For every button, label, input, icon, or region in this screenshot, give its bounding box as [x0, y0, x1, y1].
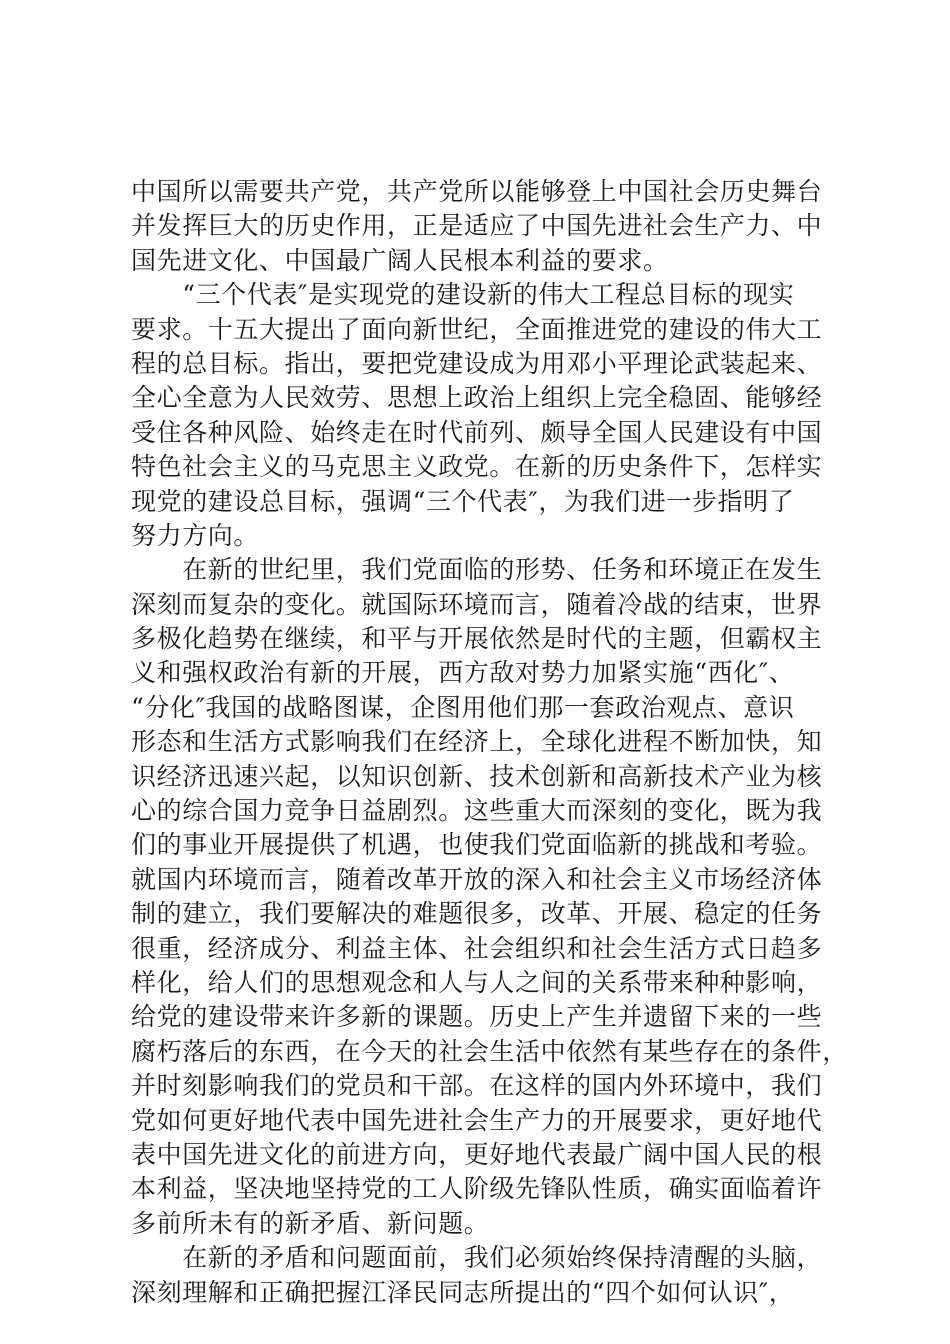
- text-line: 样化，给人们的思想观念和人与人之间的关系带来种种影响，: [131, 967, 823, 997]
- text-line: 本利益，坚决地坚持党的工人阶级先锋队性质，确实面临着许: [131, 1174, 823, 1204]
- text-line: 受住各种风险、始终走在时代前列、颇导全国人民建设有中国: [131, 417, 823, 447]
- text-line: 现党的建设总目标，强调“三个代表″，为我们进一步指明了: [131, 486, 795, 516]
- text-line: 在新的矛盾和问题面前，我们必须始终保持清醒的头脑，: [131, 1243, 823, 1273]
- text-line: 并时刻影响我们的党员和干部。在这样的国内外环境中，我们: [131, 1071, 823, 1101]
- text-line: 多前所未有的新矛盾、新问题。: [131, 1208, 490, 1238]
- text-line: 努力方向。: [131, 520, 260, 550]
- text-line: 在新的世纪里，我们党面临的形势、任务和环境正在发生: [131, 555, 823, 585]
- text-line: 形态和生活方式影响我们在经济上，全球化进程不断加快，知: [131, 727, 823, 757]
- text-line: 深刻而复杂的变化。就国际环境而言，随着冷战的结束，世界: [131, 589, 823, 619]
- text-line: 中国所以需要共产党，共产党所以能够登上中国社会历史舞台: [131, 177, 823, 206]
- text-line: 特色社会主义的马克思主义政党。在新的历史条件下，怎样实: [131, 452, 823, 482]
- text-line: 多极化趋势在继续，和平与开展依然是时代的主题，但霸权主: [131, 624, 823, 654]
- text-line: 党如何更好地代表中国先进社会生产力的开展要求，更好地代: [131, 1105, 823, 1135]
- text-line: 表中国先进文化的前进方向，更好地代表最广阔中国人民的根: [131, 1139, 823, 1169]
- text-line: “三个代表″是实现党的建设新的伟大工程总目标的现实: [131, 280, 795, 310]
- text-line: 并发挥巨大的历史作用，正是适应了中国先进社会生产力、中: [131, 211, 823, 241]
- text-line: 要求。十五大提出了面向新世纪，全面推进党的建设的伟大工: [131, 314, 823, 344]
- text-line: 很重，经济成分、利益主体、社会组织和社会生活方式日趋多: [131, 933, 823, 963]
- text-line: 们的事业开展提供了机遇，也使我们党面临新的挑战和考验。: [131, 830, 823, 860]
- text-line: 就国内环境而言，随着改革开放的深入和社会主义市场经济体: [131, 864, 823, 894]
- body-text: [131, 175, 848, 1310]
- text-line: 深刻理解和正确把握江泽民同志所提出的“四个如何认识″，: [131, 1277, 795, 1307]
- text-line: 心的综合国力竞争日益剧烈。这些重大而深刻的变化，既为我: [131, 796, 823, 826]
- text-line: 给党的建设带来许多新的课题。历史上产生并遗留下来的一些: [131, 1002, 823, 1032]
- text-line: 义和强权政治有新的开展，西方敌对势力加紧实施“西化″、: [131, 658, 795, 688]
- text-line: “分化″我国的战略图谋，企图用他们那一套政治观点、意识: [131, 692, 795, 722]
- text-line: 全心全意为人民效劳、思想上政治上组织上完全稳固、能够经: [131, 383, 823, 413]
- text-line: 程的总目标。指出，要把党建设成为用邓小平理论武装起来、: [131, 348, 823, 378]
- text-line: 国先进文化、中国最广阔人民根本利益的要求。: [131, 245, 669, 275]
- text-line: 腐朽落后的东西，在今天的社会生活中依然有某些存在的条件，: [131, 1036, 848, 1066]
- text-line: 制的建立，我们要解决的难题很多，改革、开展、稳定的任务: [131, 899, 823, 929]
- text-line: 识经济迅速兴起，以知识创新、技术创新和高新技术产业为核: [131, 761, 823, 791]
